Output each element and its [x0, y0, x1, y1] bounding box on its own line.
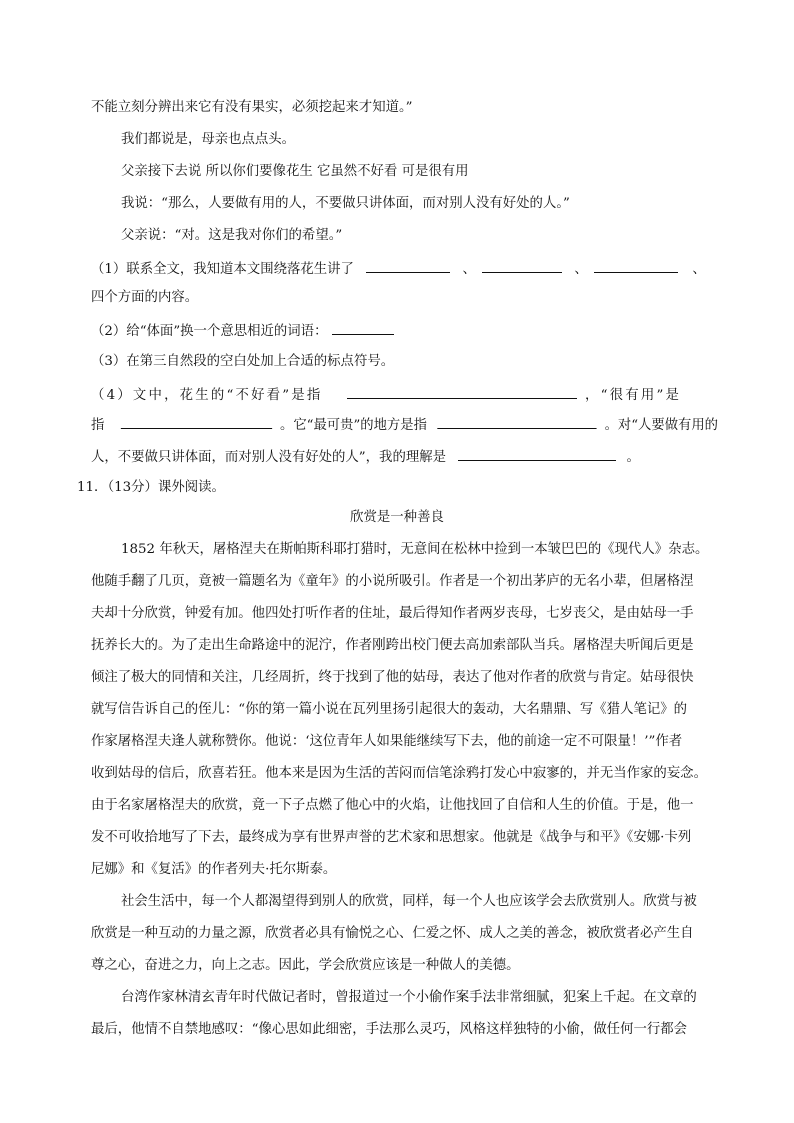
answer-blank-1a[interactable]	[366, 258, 450, 273]
article-line-8: 收到姑母的信后，欣喜若狂。他本来是因为生活的苦闷而信笔涂鸦打发心中寂寥的，并无当作家的妄念。	[91, 766, 707, 781]
article-line-3: 夫却十分欣赏，钟爱有加。他四处打听作者的住址，最后得知作者两岁丧母，七岁丧父，是由姑母一手	[91, 606, 694, 621]
article-line-9: 由于名家屠格涅夫的欣赏，竟一下子点燃了他心中的火焰，让他找回了自信和人生的价值。于是，他一	[91, 798, 694, 813]
question-11-header: 11．（13分）课外阅读。	[77, 480, 225, 495]
question-4: （4）文中，花生的“不好看”是指 ，“很有用”是	[91, 384, 681, 406]
passage-line-5: 父亲说：“对。这是我对你们的希望。”	[121, 228, 343, 243]
article-line-5: 倾注了极大的同情和关注，几经周折，终于找到了他的姑母，表达了他对作者的欣赏与肯定。姑母很快	[91, 670, 694, 685]
article-line-4: 抚养长大的。为了走出生命路途中的泥泞，作者刚跨出校门便去高加索部队当兵。屠格涅夫听闻后更是	[91, 638, 694, 653]
article-line-14: 尊之心，奋进之力，向上之志。因此，学会欣赏应该是一种做人的美德。	[91, 958, 520, 973]
answer-blank-1c[interactable]	[594, 258, 678, 273]
article-line-11: 尼娜》和《复活》的作者列夫·托尔斯泰。	[91, 862, 337, 877]
question-1-end: 四个方面的内容。	[91, 290, 199, 305]
article-title: 欣赏是一种善良	[350, 510, 444, 525]
question-1: （1）联系全文，我知道本文围绕落花生讲了 、 、 、	[91, 258, 706, 280]
article-line-16: 最后，他情不自禁地感叹：“像心思如此细密，手法那么灵巧，风格这样独特的小偷，做任何一行都会	[91, 1022, 688, 1037]
question-2	[91, 320, 394, 342]
article-line-7: 作家屠格涅夫逢人就称赞你。他说：‘这位青年人如果能继续写下去，他的前途一定不可限量！’”作者	[91, 734, 683, 749]
passage-line-3: 父亲接下去说 所以你们要像花生 它虽然不好看 可是很有用	[121, 164, 469, 179]
question-3: （3）在第三自然段的空白处加上合适的标点符号。	[91, 354, 395, 369]
answer-blank-4d[interactable]	[458, 446, 616, 461]
passage-line-2: 我们都说是，母亲也点点头。	[121, 132, 296, 147]
question-4-text: （4）文中，花生的“不好看”是指	[91, 388, 323, 403]
answer-blank-4b[interactable]	[121, 414, 272, 429]
question-2-text: （2）给“体面”换一个意思相近的词语：	[91, 324, 328, 339]
answer-blank-4a[interactable]	[347, 384, 577, 399]
article-line-1: 1852 年秋天，屠格涅夫在斯帕斯科耶打猎时，无意间在松林中捡到一本皱巴巴的《现代人》杂志。	[121, 542, 709, 557]
answer-blank-1b[interactable]	[482, 258, 562, 273]
article-line-2: 他随手翻了几页，竟被一篇题名为《童年》的小说所吸引。作者是一个初出茅庐的无名小辈，但屠格涅	[91, 574, 694, 589]
article-line-10: 发不可收拾地写了下去，最终成为享有世界声誉的艺术家和思想家。他就是《战争与和平》《安娜·卡列	[91, 830, 692, 845]
passage-line-1: 不能立刻分辨出来它有没有果实，必须挖起来才知道。”	[91, 100, 413, 115]
question-4-line-2: 指 。它“最可贵”的地方是指 。对“人要做有用的	[91, 414, 718, 436]
answer-blank-4c[interactable]	[437, 414, 596, 429]
article-line-13: 欣赏是一种互动的力量之源，欣赏者必具有愉悦之心、仁爱之怀、成人之美的善念，被欣赏者必产生自	[91, 926, 694, 941]
passage-line-4: 我说：“那么，人要做有用的人，不要做只讲体面，而对别人没有好处的人。”	[121, 196, 570, 211]
question-1-text: （1）联系全文，我知道本文围绕落花生讲了	[91, 262, 354, 277]
answer-blank-2[interactable]	[332, 320, 394, 335]
article-line-12: 社会生活中，每一个人都渴望得到别人的欣赏，同样，每一个人也应该学会去欣赏别人。欣赏与被	[121, 894, 697, 909]
question-4-line-3: 人，不要做只讲体面，而对别人没有好处的人”，我的理解是 。	[91, 446, 640, 468]
article-line-15: 台湾作家林清玄青年时代做记者时，曾报道过一个小偷作案手法非常细腻，犯案上千起。在文章的	[121, 990, 697, 1005]
article-line-6: 就写信告诉自己的侄儿：“你的第一篇小说在瓦列里扬引起很大的轰动，大名鼎鼎、写《猎人笔记》的	[91, 702, 688, 717]
